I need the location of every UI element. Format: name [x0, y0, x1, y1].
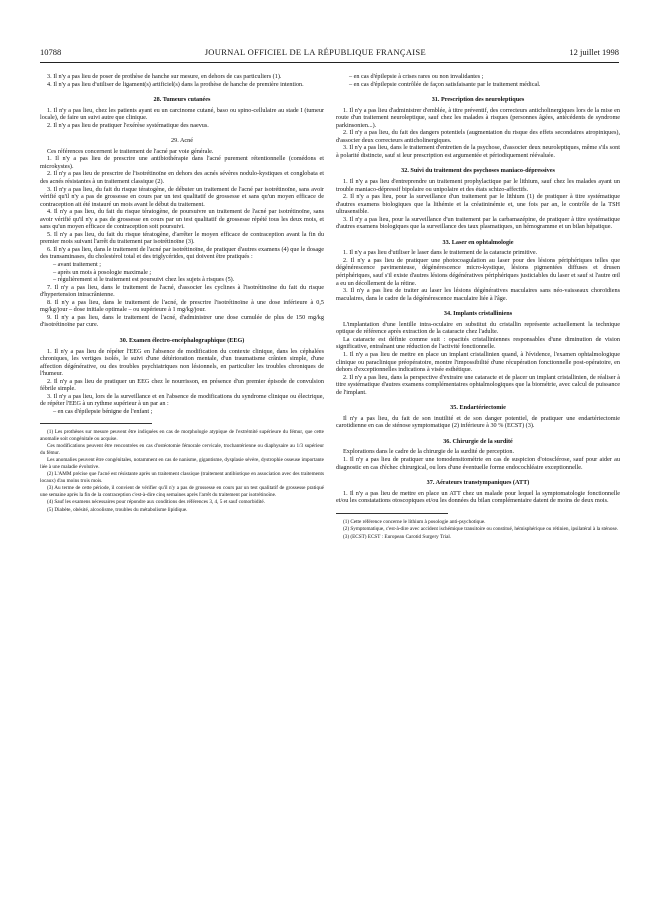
footnote: (1) Cette référence concerne le lithium à posologie anti-psychotique.: [343, 518, 486, 525]
footnote-rule: [40, 423, 152, 424]
header-rule: [40, 62, 619, 63]
right-column: [336, 73, 620, 541]
paragraph: 1. Il n'y a pas lieu de pratiquer une tomodensitométrie en cas de suspicion d'otosclérose, sauf pour aider au diagnostic en cas d'échec chirurgical, ou lors d'une éventuelle forme endocochléaire exceptionnelle.: [336, 455, 620, 471]
section-title-30: 30. Examen électro-encéphalographique (EEG): [119, 336, 245, 344]
section-title-29: 29. Acné: [171, 137, 193, 145]
footnote: (1) Les prothèses sur mesure peuvent être indiquées en cas de morphologie atypique de l'extrémité supérieure du fémur, que cette anomalie soit congénitale ou acquise.: [40, 429, 324, 442]
paragraph: La cataracte est définie comme suit : opacités cristalliniennes responsables d'une diminution de vision significative, entraînant une réduction de l'activité fonctionnelle.: [336, 335, 620, 351]
paragraph: L'implantation d'une lentille intra-oculaire en substitut du cristallin représente actuellement la technique optique de référence après extraction de la cataracte chez l'adulte.: [336, 320, 620, 336]
paragraph: 5. Il n'y a pas lieu, du fait du risque tératogène, d'arrêter le moyen efficace de contraception avant la fin du premier mois suivant l'arrêt du traitement par isotrétinoïne (3).: [40, 230, 324, 246]
paragraph: 1. Il n'y a pas lieu de répéter l'EEG en l'absence de modification du contexte clinique, dans les céphalées chroniques, les vertiges isolés, le suivi d'une détérioration mentale, d'un traumatisme crânien simple, d'une affection dégénérative, ou des troubles psychiatriques non lésionnels, en particulier les troubles chroniques de l'humeur.: [40, 347, 324, 378]
footnote: (2) Symptomatique, c'est-à-dire avec accident ischémique transitoire ou constitué, hémisphérique ou rétinien, ipsilatéral à la sténose.: [343, 526, 619, 533]
paragraph: 2. Il n'y a pas lieu, du fait des dangers potentiels (augmentation du risque des effets secondaires atropiniques), d'associer deux correcteurs anticholinergiques.: [336, 129, 620, 144]
left-column: [40, 73, 324, 515]
section-title-31: 31. Prescription des neuroleptiques: [431, 96, 525, 104]
paragraph: 1. Il n'y a pas lieu de mettre en place un implant cristallinien quand, à l'évidence, l'examen ophtalmologique clinique ou paraclinique préopératoire, montre l'impossibilité d'une récupération fonctionnelle post-opératoire, en dehors d'exceptionnelles indications à visée esthétique.: [336, 350, 620, 374]
section-title-34: 34. Implants cristalliniens: [443, 310, 513, 318]
section-title-28: 28. Tumeurs cutanées: [153, 96, 211, 104]
section-title-36: 36. Chirurgie de la surdité: [443, 437, 513, 445]
section-title-32: 32. Suivi du traitement des psychoses maniaco-dépressives: [401, 167, 555, 175]
footnote: Les anomalies peuvent être congénitales, notamment en cas de nanisme, gigantisme, dysplasie sévère, dystrophie osseuse importante liée à une maladie évolutive.: [40, 457, 324, 470]
paragraph: 2. Il n'y a pas lieu de pratiquer une photocoagulation au laser pour des lésions périphériques telles que dégénérescence pavimenteuse, dégénérescence micro-kystique, lésions pigmentées diffuses et drusen périphériques, sauf s'il existe d'autres lésions dégénératives périphériques justiciables du laser et sauf si l'autre œil a eu un décollement de la rétine.: [336, 256, 620, 287]
issue-date: 12 juillet 1998: [569, 47, 619, 57]
footnote: (2) L'AMM précise que l'acné est résistante après un traitement classique (traitement antibiotique en association avec des traitements locaux) d'au moins trois mois.: [40, 471, 324, 484]
paragraph: 3. Il n'y a pas lieu, du fait du risque tératogène, de débuter un traitement de l'acné par isotrétinoïne, sans avoir vérifié qu'il n'y a pas de grossesse en cours par un test qualitatif de grossesse et sans qu'un moyen efficace de contraception ait été instauré un mois avant le début du traitement.: [40, 185, 324, 208]
paragraph: Il n'y a pas lieu, du fait de son inutilité et de son danger potentiel, de pratiquer une endartériectomie carotidienne en cas de sténose symptomatique (2) inférieure à 30 % (ECST) (3).: [336, 414, 620, 430]
page-number: 10788: [40, 47, 62, 57]
section-title-37: 37. Aérateurs transtympaniques (ATT): [426, 479, 530, 487]
paragraph: Explorations dans le cadre de la chirurgie de la surdité de perception.: [343, 448, 515, 456]
paragraph: 4. Il n'y a pas lieu, du fait du risque tératogène, de poursuivre un traitement de l'acné par isotrétinoïne, sans avoir vérifié qu'il n'y a pas de grossesse en cours par un test qualitatif de grossesse répété tous les deux mois, et sans qu'un moyen efficace de contraception soit poursuivi.: [40, 208, 324, 231]
section-title-33: 33. Laser en ophtalmologie: [442, 238, 514, 246]
footnote-rule: [336, 513, 448, 514]
footnote: (5) Diabète, obésité, alcoolisme, troubles du métabolisme lipidique.: [47, 507, 188, 514]
list-item: – après un mois à posologie maximale ;: [53, 268, 152, 276]
section-title-35: 35. Endartériectomie: [450, 404, 506, 412]
paragraph: 6. Il n'y a pas lieu, dans le traitement de l'acné par isotrétinoïne, de pratiquer d'autres examens (4) que le dosage des transaminases, du cholestérol total et des triglycérides, qui doivent être pratiqués :: [40, 245, 324, 261]
footnote: (3) Au terme de cette période, il convient de vérifier qu'il n'y a pas de grossesse en cours par un test qualitatif de grossesse pratiqué une semaine après la fin de la contraception c'est-à-dire cinq semaines après l'arrêt du traitement par isotrétinoïne.: [40, 485, 324, 498]
paragraph: 9. Il n'y a pas lieu, dans le traitement de l'acné, d'administrer une dose cumulée de plus de 150 mg/kg d'isotrétinoïne par cure.: [40, 313, 324, 329]
list-item: – en cas d'épilepsie contrôlée de façon satisfaisante par le traitement médical.: [349, 80, 541, 88]
paragraph: 7. Il n'y a pas lieu, dans le traitement de l'acné, d'associer les cyclines à l'isotrétinoïne du fait du risque d'hypertension intracrânienne.: [40, 283, 324, 299]
paragraph: 8. Il n'y a pas lieu, dans le traitement de l'acné, de prescrire l'isotrétinoïne à une dose inférieure à 0,5 mg/kg/jour – dose initiale optimale – ou supérieure à 1 mg/kg/jour.: [40, 298, 324, 314]
paragraph: 3. Il n'y a pas lieu, pour la surveillance d'un traitement par la carbamazépine, de pratiquer à titre systématique d'autres examens biologiques que la surveillance des taux plasmatiques, un hémogramme et un bilan hépatique.: [336, 215, 620, 231]
paragraph: 2. Il n'y a pas lieu, dans la perspective d'extraire une cataracte et de placer un implant cristallinien, de réaliser à titre systématique d'autres examens complémentaires ophtalmologiques que la biométrie, avec calcul de puissance de l'implant.: [336, 373, 620, 396]
paragraph: 3. Il n'y a pas lieu, dans le traitement d'entretien de la psychose, d'associer deux neuroleptiques, même s'ils sont à polarité distincte, sauf si leur prescription est argumentée et périodiquement réévaluée.: [336, 144, 620, 159]
paragraph: 1. Il n'y a pas lieu, chez les patients ayant eu un carcinome cutané, baso ou spino-cellulaire au stade I (tumeur locale), de faire un suivi autre que clinique.: [40, 106, 324, 122]
paragraph: 2. Il n'y a pas lieu, pour la surveillance d'un traitement par le lithium (1) de pratiquer à titre systématique d'autres examens biologiques que la lithémie et la créatininémie et, une fois par an, le contrôle de la TSH ultrasensible.: [336, 193, 620, 216]
footnote: Ces modifications peuvent être rencontrées en cas d'ostéotomie fémorale cervicale, trochantérienne ou diaphysaire au 1/3 supérieur du fémur.: [40, 443, 324, 456]
list-item: – en cas d'épilepsie bénigne de l'enfant ;: [53, 407, 153, 415]
paragraph: 3. Il n'y a pas lieu de traiter au laser les lésions dégénératives maculaires sans néo-vaisseaux choroïdiens maculaires, dans le cadre de la dégénérescence maculaire liée à l'âge.: [336, 287, 620, 302]
list-item: – avant traitement ;: [53, 261, 101, 269]
paragraph: 3. Il n'y a pas lieu de poser de prothèse de hanche sur mesure, en dehors de cas particuliers (1).: [47, 73, 282, 80]
paragraph: 2. Il n'y a pas lieu de prescrire de l'isotrétinoïne en dehors des acnés sévères nodulo-kystiques et conglobata et des acnés résistantes à un traitement classique (2).: [40, 170, 324, 186]
page-header: [40, 45, 619, 59]
paragraph: 2. Il n'y a pas lieu de pratiquer un EEG chez le nourrisson, en présence d'un premier épisode de convulsion fébrile simple.: [40, 377, 324, 393]
paragraph: 1. Il n'y a pas lieu d'utiliser le laser dans le traitement de la cataracte primitive.: [343, 249, 538, 257]
paragraph: 1. Il n'y a pas lieu de prescrire une antibiothérapie dans l'acné purement rétentionnelle (comédons et microkystes).: [40, 155, 324, 170]
journal-title: JOURNAL OFFICIEL DE LA RÉPUBLIQUE FRANÇAISE: [204, 47, 426, 57]
paragraph: 1. Il n'y a pas lieu d'administrer d'emblée, à titre préventif, des correcteurs anticholinergiques lors de la mise en route d'un traitement neuroleptique, sauf chez les malades à risques (personnes âgées, antécédents de syndrome parkinsonien...).: [336, 106, 620, 129]
paragraph: 3. Il n'y a pas lieu, lors de la surveillance et en l'absence de modifications du syndrome clinique ou électrique, de répéter l'EEG à un rythme supérieur à un par an :: [40, 392, 324, 408]
list-item: – régulièrement si le traitement est poursuivi chez les sujets à risques (5).: [53, 276, 235, 284]
paragraph: 1. Il n'y a pas lieu d'entreprendre un traitement prophylactique par le lithium, sauf chez les malades ayant un trouble maniaco-dépressif bipolaire ou unipolaire et des états schizo-affectifs.: [336, 178, 620, 193]
footnote: (3) (ECST) ECST : European Carotid Surgery Trial.: [343, 533, 452, 540]
list-item: – en cas d'épilepsie à crises rares ou non invalidantes ;: [349, 73, 484, 80]
paragraph: 4. Il n'y a pas lieu d'utiliser de ligament(s) artificiel(s) dans la prothèse de hanche de première intention.: [47, 80, 304, 88]
paragraph: 2. Il n'y a pas lieu de pratiquer l'exérèse systématique des naevus.: [47, 121, 209, 129]
paragraph: Ces références concernent le traitement de l'acné par voie générale.: [47, 147, 214, 155]
footnote: (4) Sauf les examens nécessaires pour répondre aux conditions des références 3, 4, 5 et sauf comorbidité.: [47, 499, 265, 506]
paragraph: 1. Il n'y a pas lieu de mettre en place un ATT chez un malade pour lequel la symptomatologie fonctionnelle et/ou les constatations otoscopiques et/ou les données du bilan complémentaire datent de moins de deux mois.: [336, 489, 620, 505]
